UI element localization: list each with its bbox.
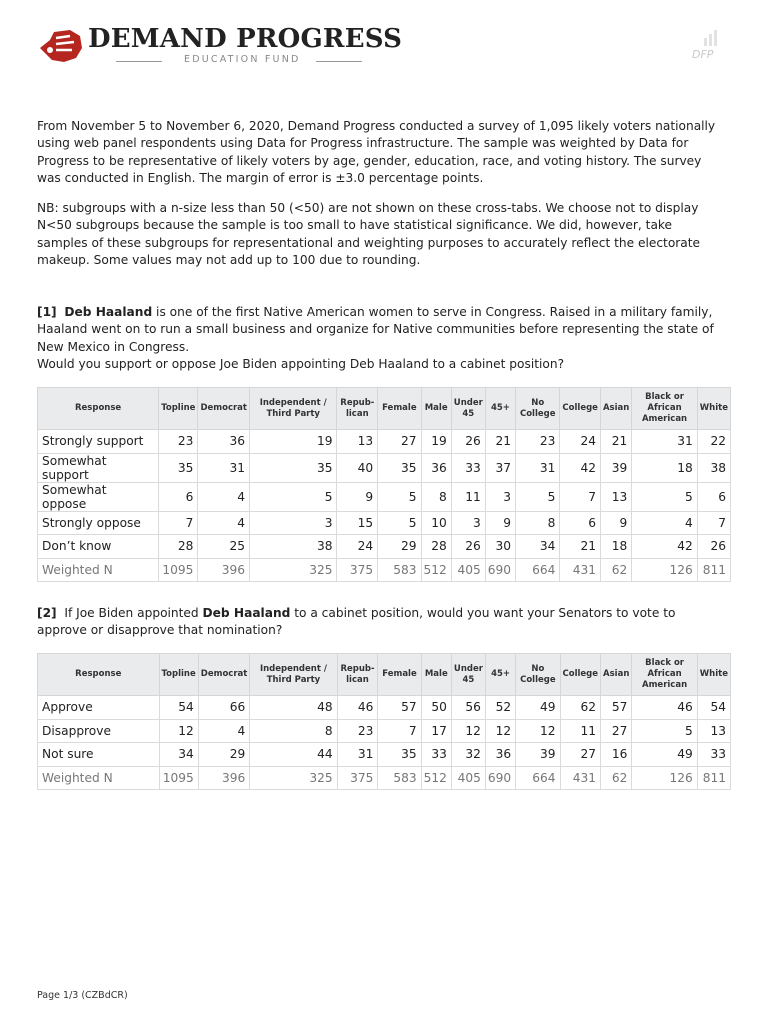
column-header: Democrat xyxy=(198,388,250,430)
column-header: Repub-lican xyxy=(337,654,378,696)
table-cell: 583 xyxy=(378,766,421,790)
table-cell: 29 xyxy=(378,535,421,559)
table-cell: 27 xyxy=(378,430,421,454)
table-cell: 7 xyxy=(697,511,730,535)
table-cell: 431 xyxy=(560,766,601,790)
table-cell: 4 xyxy=(198,482,250,511)
table-cell: 325 xyxy=(249,558,336,582)
table-cell: 512 xyxy=(421,766,451,790)
table-cell: 23 xyxy=(159,430,198,454)
table-cell: 15 xyxy=(337,511,378,535)
table-cell: 32 xyxy=(451,743,485,767)
table-cell: 9 xyxy=(600,511,631,535)
table-cell: 36 xyxy=(485,743,515,767)
table-cell: 1095 xyxy=(159,558,198,582)
table-cell: 42 xyxy=(560,453,601,482)
table-cell: 27 xyxy=(601,719,632,743)
table-cell: 3 xyxy=(485,482,515,511)
column-header: Asian xyxy=(600,388,631,430)
column-header: Topline xyxy=(159,388,198,430)
row-label: Approve xyxy=(38,696,160,720)
table-cell: 39 xyxy=(516,743,560,767)
crosstab-table-q2 xyxy=(37,653,731,790)
question-2-bold-name: Deb Haaland xyxy=(202,606,291,620)
table-cell: 11 xyxy=(451,482,485,511)
table-cell: 28 xyxy=(159,535,198,559)
column-header: College xyxy=(560,654,601,696)
column-header: Male xyxy=(421,654,451,696)
column-header: Male xyxy=(421,388,451,430)
brand-subtitle: EDUCATION FUND xyxy=(184,54,301,65)
crosstab-table-q1 xyxy=(37,387,731,582)
table-cell: 22 xyxy=(697,430,730,454)
table-cell: 42 xyxy=(632,535,697,559)
table-row xyxy=(38,482,731,511)
column-header: College xyxy=(560,388,601,430)
table-row xyxy=(38,743,731,767)
table-cell: 5 xyxy=(378,482,421,511)
table-cell: 34 xyxy=(159,743,198,767)
table-cell: 37 xyxy=(485,453,515,482)
table-cell: 7 xyxy=(378,719,421,743)
table-cell: 8 xyxy=(421,482,451,511)
table-cell: 811 xyxy=(697,558,730,582)
table-cell: 405 xyxy=(451,558,485,582)
table-cell: 34 xyxy=(516,535,560,559)
column-header: 45+ xyxy=(485,388,515,430)
table-cell: 13 xyxy=(600,482,631,511)
table-cell: 5 xyxy=(516,482,560,511)
table-cell: 5 xyxy=(378,511,421,535)
column-header: Black or African American xyxy=(632,388,697,430)
question-2-text xyxy=(37,605,727,640)
column-header: Female xyxy=(378,654,421,696)
table-cell: 30 xyxy=(485,535,515,559)
table-cell: 8 xyxy=(250,719,337,743)
table-cell: 12 xyxy=(159,719,198,743)
table-cell: 38 xyxy=(697,453,730,482)
table-cell: 21 xyxy=(485,430,515,454)
intro-paragraph-2: NB: subgroups with a n-size less than 50 (<50) are not shown on these cross-tabs. We choose not to display N<50 subgroups because the sample is too small to have statistical significance. We did, however, take samples of these subgroups for representational and weighting purposes to accurately reflect the electorate makeup. Some values may not add up to 100 due to rounding. xyxy=(37,201,701,268)
table-cell: 6 xyxy=(560,511,601,535)
question-1-text xyxy=(37,304,727,374)
table-cell: 40 xyxy=(337,453,378,482)
table-cell: 44 xyxy=(250,743,337,767)
table-cell: 24 xyxy=(560,430,601,454)
table-cell: 35 xyxy=(159,453,198,482)
table-cell: 66 xyxy=(198,696,250,720)
table-cell: 62 xyxy=(560,696,601,720)
demand-progress-logo xyxy=(36,24,403,70)
table-cell: 325 xyxy=(250,766,337,790)
intro-paragraph-1: From November 5 to November 6, 2020, Demand Progress conducted a survey of 1,095 likely voters nationally using web panel respondents using Data for Progress infrastructure. The sample was weighted by Data for Progress to be representative of likely voters by age, gender, education, race, and voting history. The survey was conducted in English. The margin of error is ±3.0 percentage points. xyxy=(37,119,716,186)
table-cell: 36 xyxy=(421,453,451,482)
table-cell: 21 xyxy=(600,430,631,454)
table-cell: 56 xyxy=(451,696,485,720)
table-row xyxy=(38,430,731,454)
table-cell: 57 xyxy=(378,696,421,720)
column-header: Independent / Third Party xyxy=(250,654,337,696)
column-header: Under 45 xyxy=(451,654,485,696)
column-header: Response xyxy=(38,654,160,696)
table-cell: 4 xyxy=(198,511,250,535)
table-cell: 12 xyxy=(485,719,515,743)
table-cell: 11 xyxy=(560,719,601,743)
column-header: Black or African American xyxy=(632,654,697,696)
question-2-prefix: If Joe Biden appointed xyxy=(64,606,203,620)
column-header: Under 45 xyxy=(451,388,485,430)
table-cell: 1095 xyxy=(159,766,198,790)
row-label: Somewhat oppose xyxy=(38,482,159,511)
table-cell: 52 xyxy=(485,696,515,720)
column-header: White xyxy=(697,388,730,430)
table-cell: 13 xyxy=(337,430,378,454)
table-cell: 5 xyxy=(249,482,336,511)
table-cell: 6 xyxy=(697,482,730,511)
column-header: Female xyxy=(378,388,421,430)
question-2-suffix: to a cabinet position, would you want your Senators to vote to approve or disapprove that nomination? xyxy=(37,606,676,638)
table-cell: 62 xyxy=(600,558,631,582)
table-cell: 46 xyxy=(337,696,378,720)
question-2-number: [2] xyxy=(37,606,57,620)
table-cell: 57 xyxy=(601,696,632,720)
table-cell: 18 xyxy=(600,535,631,559)
table-cell: 12 xyxy=(451,719,485,743)
table-cell: 38 xyxy=(249,535,336,559)
table-cell: 50 xyxy=(421,696,451,720)
column-header: Topline xyxy=(159,654,198,696)
column-header: Asian xyxy=(601,654,632,696)
row-label: Weighted N xyxy=(38,766,160,790)
table-cell: 16 xyxy=(601,743,632,767)
table-cell: 31 xyxy=(337,743,378,767)
subtitle-rule-right xyxy=(316,61,362,62)
table-cell: 19 xyxy=(421,430,451,454)
row-label: Somewhat support xyxy=(38,453,159,482)
table-cell: 664 xyxy=(516,558,560,582)
column-header: 45+ xyxy=(485,654,515,696)
table-cell: 31 xyxy=(632,430,697,454)
table-cell: 583 xyxy=(378,558,421,582)
table-cell: 35 xyxy=(378,453,421,482)
table-cell: 3 xyxy=(249,511,336,535)
row-label: Not sure xyxy=(38,743,160,767)
table-cell: 13 xyxy=(697,719,730,743)
table-row xyxy=(38,696,731,720)
table-cell: 5 xyxy=(632,719,697,743)
row-label: Don’t know xyxy=(38,535,159,559)
table-cell: 18 xyxy=(632,453,697,482)
column-header: Repub-lican xyxy=(337,388,378,430)
dfp-text: DFP xyxy=(692,48,714,61)
question-1-prompt: Would you support or oppose Joe Biden appointing Deb Haaland to a cabinet position? xyxy=(37,357,565,372)
table-cell: 27 xyxy=(560,743,601,767)
row-label: Disapprove xyxy=(38,719,160,743)
column-header: Response xyxy=(38,388,159,430)
row-label: Strongly support xyxy=(38,430,159,454)
column-header: White xyxy=(697,654,730,696)
table-cell: 23 xyxy=(337,719,378,743)
bar-chart-icon xyxy=(702,28,722,46)
question-1-number: [1] xyxy=(37,305,57,319)
table-cell: 33 xyxy=(421,743,451,767)
column-header: No College xyxy=(516,654,560,696)
column-header: Independent / Third Party xyxy=(249,388,336,430)
table-row xyxy=(38,453,731,482)
table-cell: 126 xyxy=(632,766,697,790)
table-cell: 54 xyxy=(697,696,730,720)
table-cell: 405 xyxy=(451,766,485,790)
table-cell: 375 xyxy=(337,766,378,790)
table-cell: 10 xyxy=(421,511,451,535)
table-row xyxy=(38,511,731,535)
table-cell: 33 xyxy=(451,453,485,482)
table-row xyxy=(38,535,731,559)
table-row xyxy=(38,719,731,743)
table-cell: 26 xyxy=(451,430,485,454)
table-cell: 54 xyxy=(159,696,198,720)
table-cell: 62 xyxy=(601,766,632,790)
table-cell: 375 xyxy=(337,558,378,582)
question-1-description: is one of the first Native American women to serve in Congress. Raised in a military family, Haaland went on to run a small business and organize for Native communities before representing the state of New Mexico in Congress. xyxy=(37,305,714,354)
table-cell: 33 xyxy=(697,743,730,767)
column-header: No College xyxy=(516,388,560,430)
table-cell: 4 xyxy=(632,511,697,535)
subtitle-rule-left xyxy=(116,61,162,62)
table-cell: 17 xyxy=(421,719,451,743)
question-1-bold-name: Deb Haaland xyxy=(64,305,153,319)
row-label: Weighted N xyxy=(38,558,159,582)
column-header: Democrat xyxy=(198,654,250,696)
table-cell: 35 xyxy=(249,453,336,482)
table-cell: 23 xyxy=(516,430,560,454)
table-cell: 5 xyxy=(632,482,697,511)
page-footer: Page 1/3 (CZBdCR) xyxy=(37,990,128,1001)
table-cell: 8 xyxy=(516,511,560,535)
table-cell: 7 xyxy=(560,482,601,511)
table-cell: 811 xyxy=(697,766,730,790)
table-cell: 7 xyxy=(159,511,198,535)
table-cell: 49 xyxy=(516,696,560,720)
table-cell: 26 xyxy=(451,535,485,559)
table-cell: 36 xyxy=(198,430,250,454)
table-cell: 396 xyxy=(198,558,250,582)
row-label: Strongly oppose xyxy=(38,511,159,535)
table-cell: 690 xyxy=(485,766,515,790)
table-cell: 49 xyxy=(632,743,697,767)
table-cell: 126 xyxy=(632,558,697,582)
table-cell: 690 xyxy=(485,558,515,582)
table-cell: 24 xyxy=(337,535,378,559)
table-cell: 48 xyxy=(250,696,337,720)
table-cell: 396 xyxy=(198,766,250,790)
dfp-watermark xyxy=(692,28,722,64)
table-cell: 431 xyxy=(560,558,601,582)
table-cell: 664 xyxy=(516,766,560,790)
table-cell: 6 xyxy=(159,482,198,511)
table-cell: 46 xyxy=(632,696,697,720)
table-cell: 28 xyxy=(421,535,451,559)
table-cell: 19 xyxy=(249,430,336,454)
table-cell: 12 xyxy=(516,719,560,743)
table-cell: 21 xyxy=(560,535,601,559)
table-row xyxy=(38,766,731,790)
brand-name: DEMAND PROGRESS xyxy=(88,24,403,54)
table-cell: 29 xyxy=(198,743,250,767)
table-cell: 25 xyxy=(198,535,250,559)
table-cell: 35 xyxy=(378,743,421,767)
table-cell: 9 xyxy=(485,511,515,535)
table-cell: 3 xyxy=(451,511,485,535)
table-row xyxy=(38,558,731,582)
fist-logo-icon xyxy=(36,26,86,66)
table-cell: 4 xyxy=(198,719,250,743)
table-cell: 512 xyxy=(421,558,451,582)
table-cell: 26 xyxy=(697,535,730,559)
table-cell: 31 xyxy=(198,453,250,482)
table-cell: 39 xyxy=(600,453,631,482)
table-cell: 31 xyxy=(516,453,560,482)
table-cell: 9 xyxy=(337,482,378,511)
